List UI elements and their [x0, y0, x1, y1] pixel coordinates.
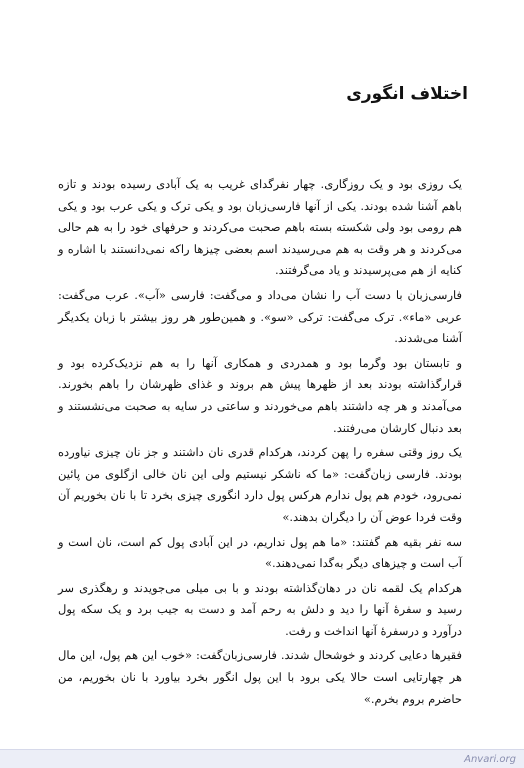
paragraph-1: یک روزی بود و یک روزگاری. چهار نفرگدای غریب به یک آبادی رسیده بودند و تازه باهم آشنا شده بودند. یکی از آنها فارسی‌زبان بود و یکی ترک و یکی عرب بود و یکی هم رومی بود ولی شکسته بسته باهم صحبت می‌کردند و حرفهای خود را به هم حالی می‌کردند و هر وقت به هم می‌رسیدند اسم بعضی چیزها راکه نمی‌دانستند با اشاره و کنایه از هم می‌پرسیدند و یاد می‌گرفتند. [58, 177, 462, 278]
footer-bar [0, 749, 524, 768]
paragraph-5: سه نفر بقیه هم گفتند: «ما هم پول نداریم، در این آبادی پول کم است، نان است و آب است و چیزهای دیگر به‌گدا نمی‌دهند.» [58, 534, 462, 571]
story-title: اختلاف انگوری [346, 84, 468, 104]
story-body [58, 174, 462, 713]
paragraph-4: یک روز وقتی سفره را پهن کردند، هرکدام قدری نان داشتند و جز نان چیزی نیاورده بودند. فارسی زبان‌گفت: «ما که ناشکر نیستیم ولی این نان خالی ازگلوی من پائین نمی‌رود، خودم هم پول ندارم هرکس پول دارد انگوری چیزی بخرد تا با نان بخوریم آن وقت فردا عوض آن را دیگران بدهند.» [58, 445, 462, 524]
paragraph-6: هرکدام یک لقمه نان در دهان‌گذاشته بودند و با بی میلی می‌جویدند و رهگذری سر رسید و سفرهٔ آنها را دید و دلش به رحم آمد و دست به جیب برد و یک سکه پول درآورد و درسفرهٔ آنها انداخت و رفت. [58, 580, 462, 638]
paragraph-7: فقیرها دعایی کردند و خوشحال شدند. فارسی‌زبان‌گفت: «خوب این هم پول، این مال هر چهارتایی است حالا یکی برود با این پول انگور بخرد بیاورد با نان بخوریم، من حاضرم بروم بخرم.» [58, 648, 462, 706]
paragraph-3: و تابستان بود وگرما بود و همدردی و همکاری آنها را به هم نزدیک‌کرده بود و قرارگذاشته بودند بعد از ظهرها پیش هم بروند و غذای ظهرشان را باهم بخورند. می‌آمدند و هر چه داشتند باهم می‌خوردند و ساعتی در سایه به صحبت می‌نشستند و بعد دنبال کارشان می‌رفتند. [58, 355, 462, 435]
paragraph-2: فارسی‌زبان با دست آب را نشان می‌داد و می‌گفت: فارسی «آب». عرب می‌گفت: عربی «ماء». ترک می‌گفت: ترکی «سو». و همین‌طور هر روز بیشتر با زبان یکدیگر آشنا می‌شدند. [58, 287, 462, 346]
watermark-text: Anvari.org [464, 754, 516, 765]
